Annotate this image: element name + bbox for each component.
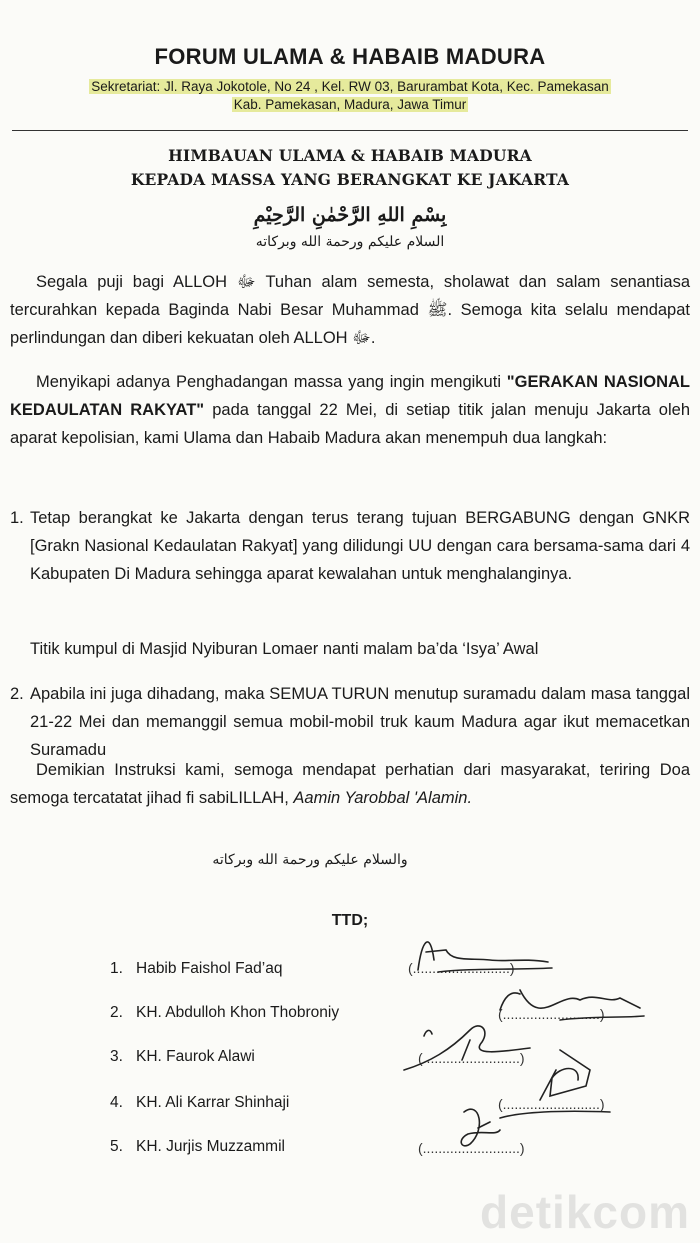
signature-line-5: (.........................) xyxy=(418,1140,525,1156)
subject-line-1: HIMBAUAN ULAMA & HABAIB MADURA xyxy=(168,146,532,165)
step-2: 2. Apabila ini juga dihadang, maka SEMUA TURUN menutup suramadu dalam masa tanggal 21-22 Mei dan memanggil semua mobil-mobil truk kaum Madura agar ikut memacetkan Suramadu xyxy=(10,685,690,759)
address-line-2: Kab. Pamekasan, Madura, Jawa Timur xyxy=(233,97,467,112)
letterhead-title: FORUM ULAMA & HABAIB MADURA xyxy=(154,44,546,69)
salam-closing: والسلام عليكم ورحمة الله وبركاته xyxy=(212,852,408,868)
salam-opening: السلام عليكم ورحمة الله وبركاته xyxy=(255,234,445,250)
paragraph-opening: Segala puji bagi ALLOH ﷻ Tuhan alam semesta, sholawat dan salam senantiasa tercurahkan kepada Baginda Nabi Besar Muhammad ﷺ. Semoga kita selalu mendapat perlindungan dan diberi kekuatan oleh ALLOH ﷻ. xyxy=(10,273,690,347)
paragraph-closing: Demikian Instruksi kami, semoga mendapat perhatian dari masyarakat, teriring Doa semoga tercatatat jihad fi sabiLILLAH, Aamin Yarobbal 'Alamin. xyxy=(10,761,690,807)
step-1-note: Titik kumpul di Masjid Nyiburan Lomaer nanti malam ba’da ‘Isya’ Awal xyxy=(30,640,539,658)
signature-1 xyxy=(418,942,552,972)
signature-2 xyxy=(500,990,644,1020)
signature-3 xyxy=(404,1026,530,1070)
step-1: 1. Tetap berangkat ke Jakarta dengan terus terang tujuan BERGABUNG dengan GNKR [Grakn Nasional Kedaulatan Rakyat] yang dilidungi UU dengan cara bersama-sama dari 4 Kabupaten Di Madura sehingga aparat kewalahan untuk menghalanginya. xyxy=(10,509,690,583)
address-line-1: Sekretariat: Jl. Raya Jokotole, No 24 , Kel. RW 03, Barurambat Kota, Kec. Pamekasan xyxy=(91,79,609,94)
watermark: detikcom xyxy=(480,1186,690,1238)
signatory-3: 3. KH. Faurok Alawi xyxy=(110,1048,255,1065)
paragraph-context: Menyikapi adanya Penghadangan massa yang ingin mengikuti "GERAKAN NASIONAL KEDAULATAN RAKYAT" pada tanggal 22 Mei, di setiap titik jalan menuju Jakarta oleh aparat kepolisian, kami Ulama dan Habaib Madura akan menempuh dua langkah: xyxy=(10,373,690,447)
subject-line-2: KEPADA MASSA YANG BERANGKAT KE JAKARTA xyxy=(130,170,570,189)
signatory-5: 5. KH. Jurjis Muzzammil xyxy=(110,1138,285,1155)
signatory-1: 1. Habib Faishol Fad’aq xyxy=(110,960,283,977)
signature-5 xyxy=(461,1109,500,1146)
signature-line-4: (.........................) xyxy=(498,1096,605,1112)
signature-line-1: (.........................) xyxy=(408,960,515,976)
signature-line-2: (.........................) xyxy=(498,1006,605,1022)
signature-4 xyxy=(500,1050,610,1118)
signatory-4: 4. KH. Ali Karrar Shinhaji xyxy=(110,1094,290,1111)
signature-label: TTD; xyxy=(331,912,369,929)
signatory-2: 2. KH. Abdulloh Khon Thobroniy xyxy=(110,1004,340,1021)
basmalah: بِسْمِ اللهِ الرَّحْمٰنِ الرَّحِيْمِ xyxy=(253,204,447,226)
signature-line-3: (.........................) xyxy=(418,1050,525,1066)
